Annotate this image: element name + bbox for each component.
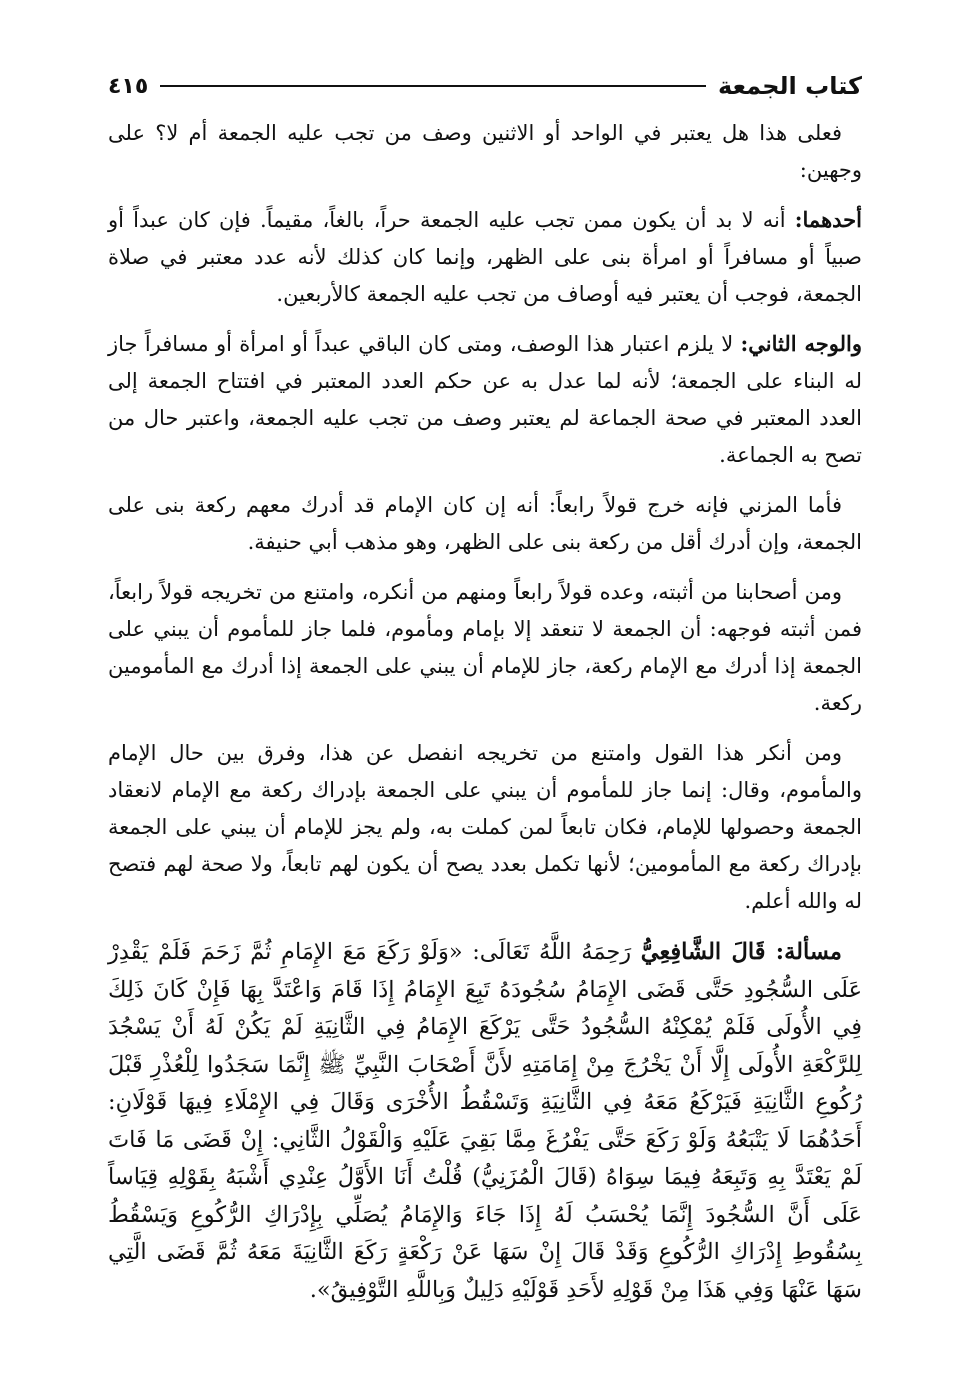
running-header	[108, 66, 862, 106]
paragraph-6-text: ومن أنكر هذا القول وامتنع من تخريجه انفصل عن هذا، وفرق بين حال الإمام والمأموم، وقال: إنما جاز للمأموم أن يبني على الجمعة بإدراك ركعة مع الإمام لانعقاد الجمعة وحصولها للإمام، فكان تابعاً لمن كملت به، ولم يجز للإمام أن يبني على الجمعة بإدراك ركعة مع المأمومين؛ لأنها تكمل بعدد يصح أن يكون لهم تابعاً، ولا صحة لهم فتصح له والله أعلم.	[108, 741, 862, 913]
book-page	[108, 66, 862, 1309]
paragraph-3-text: لا يلزم اعتبار هذا الوصف، ومتى كان الباقي عبداً أو امرأة أو مسافراً جاز له البناء على الجمعة؛ لأنه لما عدل به عن حكم العدد المعتبر في افتتاح الجمعة إلى العدد المعتبر في صحة الجماعة لم يعتبر وصف من تجب عليه الجمعة، واعتبر حال من تصح به الجماعة.	[108, 332, 862, 467]
masala-paragraph	[108, 934, 862, 1309]
chapter-title: كتاب الجمعة	[718, 72, 862, 100]
paragraph-1	[108, 114, 862, 189]
paragraph-2	[108, 201, 862, 313]
paragraph-2-lead: أحدهما:	[794, 207, 862, 232]
paragraph-6	[108, 734, 862, 920]
page-number: ٤١٥	[108, 73, 149, 99]
paragraph-5	[108, 573, 862, 722]
masala-text: رَحِمَهُ اللَّهُ تَعَالَى: «وَلَوْ رَكَعَ مَعَ الإِمَامِ ثُمَّ زَحَمَ فَلَمْ يَقْدِرْ عَلَى السُّجُودِ حَتَّى قَضَى الإِمَامُ سُجُودَهُ تَبِعَ الإِمَامُ إِذَا قَامَ وَاعْتَدَّ بِهَا فَإِنْ كَانَ ذَلِكَ فِي الأُولَى فَلَمْ يُمْكِنْهُ السُّجُودُ حَتَّى يَرْكَعَ الإِمَامُ فِي الثَّانِيَةِ لَمْ يَكُنْ لَهُ أَنْ يَسْجُدَ لِلرَّكْعَةِ الأُولَى إِلَّا أَنْ يَخْرُجَ مِنْ إِمَامَتِهِ لأَنَّ أَصْحَابَ النَّبِيِّ ﷺ إِنَّمَا سَجَدُوا لِلْعُذْرِ قَبْلَ رُكُوعِ الثَّانِيَةِ فَيَرْكَعُ مَعَهُ فِي الثَّانِيَةِ وَتَسْقُطُ الأُخْرَى وَقَالَ فِي الإِمْلَاءِ فِيهَا قَوْلَانِ: أَحَدُهُمَا لَا يَتْبَعُهُ وَلَوْ رَكَعَ حَتَّى يَفْرُغَ مِمَّا بَقِيَ عَلَيْهِ وَالْقَوْلُ الثَّانِي: إِنْ قَضَى مَا فَاتَ لَمْ يَعْتَدَّ بِهِ وَتَبِعَهُ فِيمَا سِوَاهُ (قَالَ الْمُزَنِيُّ) قُلْتُ أَنَا الأَوَّلُ عِنْدِي أَشْبَهُ بِقَوْلِهِ قِيَاساً عَلَى أَنَّ السُّجُودَ إِنَّمَا يُحْسَبُ لَهُ إِذَا جَاءَ وَالإِمَامُ يُصَلِّي بِإِدْرَاكِ الرُّكُوعِ وَيَسْقُطُ بِسُقُوطِ إِدْرَاكِ الرُّكُوعِ وَقَدْ قَالَ إِنْ سَهَا عَنْ رَكْعَةٍ رَكَعَ الثَّانِيَةَ مَعَهُ ثُمَّ قَضَى الَّتِي سَهَا عَنْهَا وَفِي هَذَا مِنْ قَوْلِهِ لأَحَدِ قَوْلَيْهِ دَلِيلٌ وَبِاللَّهِ التَّوْفِيقُ».	[108, 939, 862, 1303]
header-rule	[160, 85, 706, 87]
paragraph-4-text: فأما المزني فإنه خرج قولاً رابعاً: أنه إن كان الإمام قد أدرك معهم ركعة بنى على الجمعة، وإن أدرك أقل من ركعة بنى على الظهر، وهو مذهب أبي حنيفة.	[108, 493, 862, 554]
paragraph-3	[108, 325, 862, 474]
masala-lead: مسألة: قَالَ الشَّافِعِيُّ	[640, 939, 842, 965]
paragraph-3-lead: والوجه الثاني:	[740, 331, 863, 356]
paragraph-5-text: ومن أصحابنا من أثبته، وعده قولاً رابعاً ومنهم من أنكره، وامتنع من تخريجه قولاً رابعاً، فمن أثبته فوجهه: أن الجمعة لا تنعقد إلا بإمام ومأموم، فلما جاز للمأموم أن يبني على الجمعة إذا أدرك مع الإمام ركعة، جاز للإمام أن يبني على الجمعة إذا أدرك مع المأمومين ركعة.	[108, 580, 862, 715]
paragraph-4	[108, 486, 862, 561]
paragraph-1-text: فعلى هذا هل يعتبر في الواحد أو الاثنين وصف من تجب عليه الجمعة أم لا؟ على وجهين:	[108, 121, 862, 182]
paragraph-2-text: أنه لا بد أن يكون ممن تجب عليه الجمعة حراً، بالغاً، مقيماً. فإن كان عبداً أو صبياً أو مسافراً أو امرأة بنى على الظهر، وإنما كان كذلك لأنه عدد معتبر في صلاة الجمعة، فوجب أن يعتبر فيه أوصاف من تجب عليه الجمعة كالأربعين.	[108, 208, 862, 306]
